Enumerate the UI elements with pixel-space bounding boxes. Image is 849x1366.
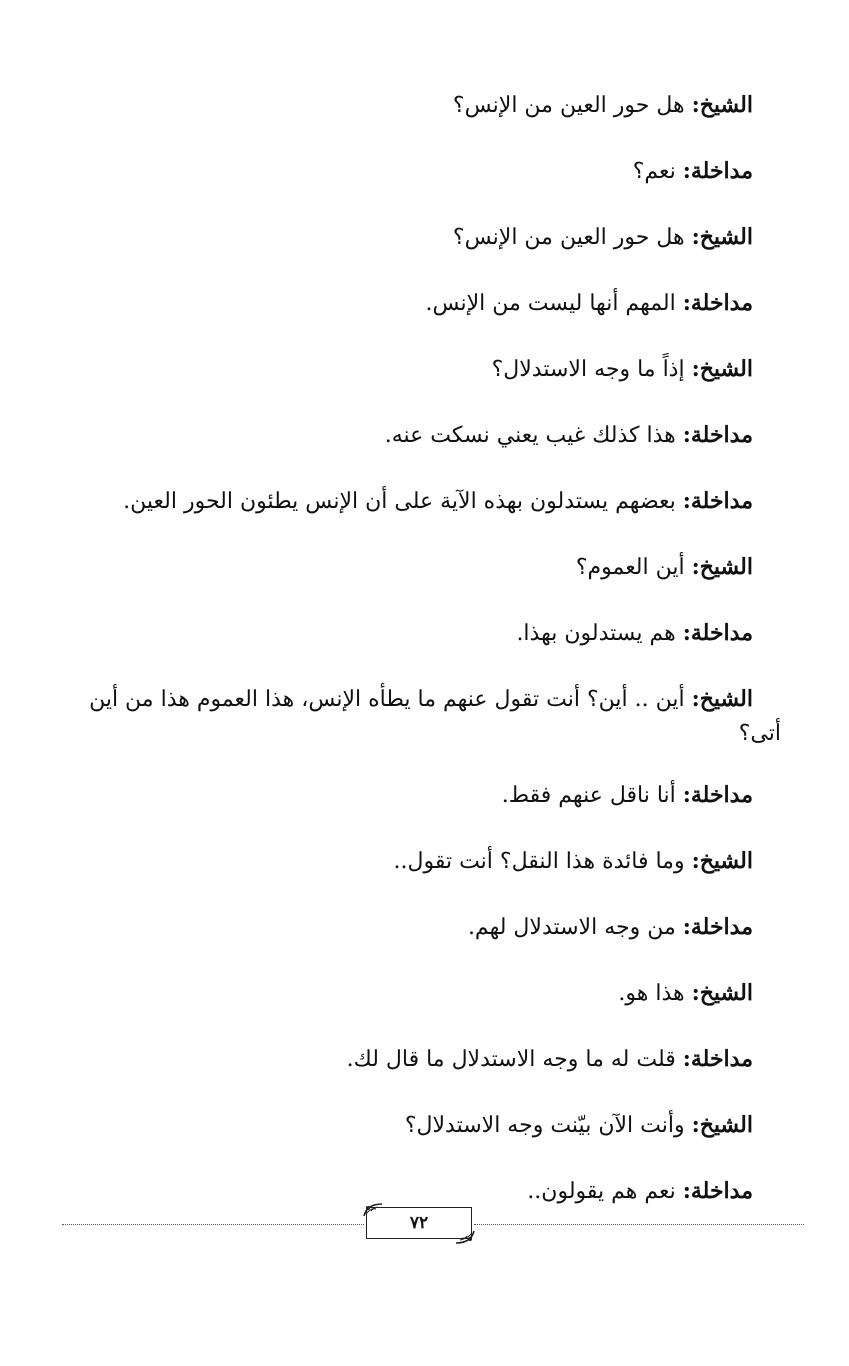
line-text: أين العموم؟ <box>575 555 692 580</box>
dialogue-line <box>50 484 753 519</box>
line-text: نعم؟ <box>632 159 683 184</box>
dialogue-line <box>50 550 753 585</box>
dialogue-line <box>50 154 753 189</box>
dialogue-line <box>50 976 753 1011</box>
speaker-label: مداخلة: <box>682 488 753 514</box>
speaker-label: الشيخ: <box>691 848 753 874</box>
footer-rule-right <box>474 1224 804 1225</box>
speaker-label: الشيخ: <box>691 554 753 580</box>
speaker-label: مداخلة: <box>682 914 753 940</box>
speaker-label: مداخلة: <box>682 290 753 316</box>
dialogue-line <box>50 352 753 387</box>
dialogue-line <box>50 220 753 255</box>
dialogue-line <box>50 910 753 945</box>
line-text: بعضهم يستدلون بهذه الآية على أن الإنس يطئون الحور العين. <box>123 489 683 514</box>
line-text: وما فائدة هذا النقل؟ أنت تقول.. <box>393 849 692 874</box>
line-text: هل حور العين من الإنس؟ <box>452 93 692 118</box>
dialogue-line <box>50 1042 753 1077</box>
dialogue-line <box>50 1174 753 1209</box>
speaker-label: الشيخ: <box>691 686 753 712</box>
dialogue-line <box>50 616 753 651</box>
line-text: وأنت الآن بيّنت وجه الاستدلال؟ <box>404 1113 692 1138</box>
page-footer <box>62 1205 804 1245</box>
line-text: أنا ناقل عنهم فقط. <box>501 783 683 808</box>
dialogue-line <box>50 286 753 321</box>
line-text: قلت له ما وجه الاستدلال ما قال لك. <box>346 1047 683 1072</box>
speaker-label: مداخلة: <box>682 158 753 184</box>
dialogue-line <box>50 1108 753 1143</box>
speaker-label: الشيخ: <box>691 224 753 250</box>
dialogue-line <box>50 418 753 453</box>
speaker-label: الشيخ: <box>691 980 753 1006</box>
line-continuation: أتى؟ <box>738 721 781 746</box>
speaker-label: مداخلة: <box>682 1178 753 1204</box>
speaker-label: الشيخ: <box>691 356 753 382</box>
corner-ornament-icon <box>454 1229 476 1245</box>
dialogue-block <box>50 88 781 1240</box>
footer-rule-left <box>62 1224 364 1225</box>
line-text: هذا كذلك غيب يعني نسكت عنه. <box>384 423 683 448</box>
speaker-label: مداخلة: <box>682 620 753 646</box>
page-number: ٧٢ <box>366 1207 472 1239</box>
line-text: هذا هو. <box>618 981 692 1006</box>
line-text: إذاً ما وجه الاستدلال؟ <box>491 357 692 382</box>
line-text: هل حور العين من الإنس؟ <box>452 225 692 250</box>
speaker-label: مداخلة: <box>682 1046 753 1072</box>
speaker-label: الشيخ: <box>691 1112 753 1138</box>
line-text: من وجه الاستدلال لهم. <box>467 915 683 940</box>
dialogue-line <box>50 844 753 879</box>
dialogue-line <box>50 778 753 813</box>
line-text: أين .. أين؟ أنت تقول عنهم ما يطأه الإنس، هذا العموم هذا من أين <box>89 687 692 712</box>
speaker-label: الشيخ: <box>691 92 753 118</box>
speaker-label: مداخلة: <box>682 782 753 808</box>
line-text: هم يستدلون بهذا. <box>516 621 683 646</box>
dialogue-line <box>50 88 753 123</box>
line-text: نعم هم يقولون.. <box>527 1179 683 1204</box>
line-text: المهم أنها ليست من الإنس. <box>425 291 683 316</box>
speaker-label: مداخلة: <box>682 422 753 448</box>
dialogue-line <box>50 682 781 751</box>
